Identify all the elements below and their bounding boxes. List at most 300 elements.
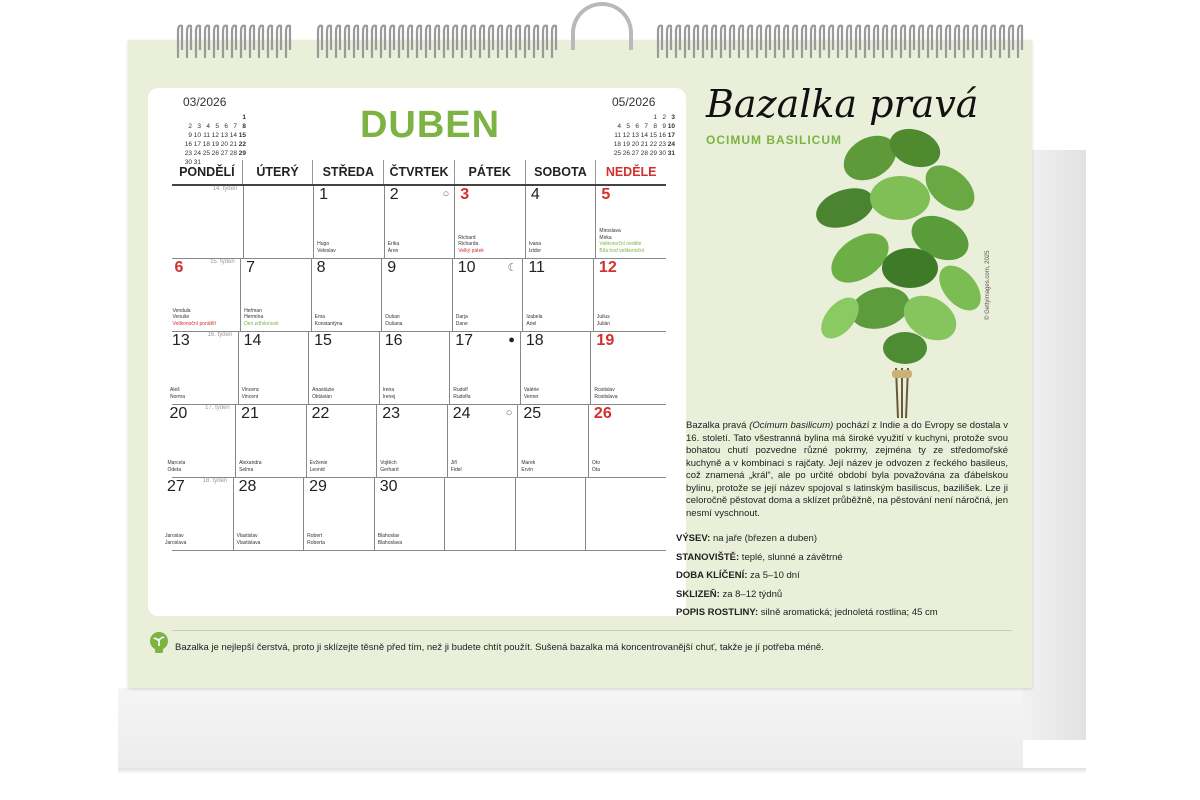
name-day: Rudolfa [453, 393, 471, 400]
mini-day: 8 [242, 123, 246, 130]
week-number: 18. týden [202, 478, 228, 484]
day-cell[interactable] [165, 405, 236, 477]
spiral-ring [408, 26, 412, 58]
mini-week-row [183, 131, 246, 140]
mini-day [612, 113, 621, 122]
spiral-ring [507, 26, 511, 58]
day-cell[interactable] [313, 186, 385, 258]
month-title: DUBEN [359, 104, 501, 146]
spiral-ring [381, 26, 385, 58]
spiral-ring [694, 26, 698, 58]
day-number: 30 [379, 478, 398, 495]
spiral-ring [363, 26, 367, 58]
day-number: 24 [452, 405, 471, 422]
name-day: Ariel [526, 320, 537, 327]
lightbulb-sprout-icon [146, 630, 172, 656]
day-cell[interactable] [240, 259, 312, 331]
day-cell[interactable] [444, 478, 516, 550]
mini-day: 16 [184, 141, 192, 148]
fact-label: STANOVIŠTĚ: [676, 551, 740, 563]
name-days [599, 228, 644, 254]
name-days [315, 314, 343, 327]
weekday-5: SOBOTA [525, 160, 596, 184]
day-cell[interactable] [162, 478, 233, 550]
name-day: Blahoslava [377, 539, 403, 546]
week-row [167, 405, 666, 478]
weekday-1: ÚTERÝ [242, 160, 313, 184]
name-day: Jiří [450, 460, 458, 466]
spiral-ring [277, 26, 281, 58]
week-number: 14. týden [212, 186, 238, 192]
day-cell[interactable] [170, 259, 241, 331]
name-day: Irenej [382, 393, 396, 400]
name-day: Darja [455, 314, 468, 320]
calendar-stand-front [118, 688, 1023, 770]
name-day: Norma [170, 393, 186, 400]
mini-day: 7 [644, 123, 648, 130]
mini-day: 20 [220, 141, 228, 148]
day-cell[interactable] [311, 259, 383, 331]
day-number: 6 [174, 259, 184, 276]
name-day: Fidel [450, 466, 462, 473]
mini-calendar-prev [183, 95, 246, 167]
name-day: Oto [591, 460, 600, 466]
weekday-2: STŘEDA [312, 160, 383, 184]
day-cell[interactable] [167, 332, 238, 404]
spiral-ring [937, 26, 941, 58]
holiday-label: Velikonoční pondělí [172, 320, 216, 327]
mini-day: 23 [184, 150, 192, 157]
spiral-ring [766, 26, 770, 58]
weekday-6: NEDĚLE [595, 160, 666, 184]
mini-day: 30 [658, 150, 666, 157]
observance-label: Den zdřslonosti [244, 320, 279, 327]
day-cell[interactable] [454, 186, 526, 258]
spiral-ring [946, 26, 950, 58]
spiral-ring [685, 26, 689, 58]
mini-day: 13 [220, 132, 228, 139]
mini-calendar-next [612, 95, 675, 158]
name-days [451, 460, 462, 473]
spiral-ring [187, 26, 191, 58]
mini-day: 25 [613, 150, 621, 157]
mini-day: 27 [631, 150, 639, 157]
day-cell[interactable] [238, 332, 310, 404]
mini-day [621, 113, 630, 122]
mini-day [210, 113, 219, 122]
name-day: Vincent [241, 393, 259, 400]
spiral-ring [739, 26, 743, 58]
day-cell[interactable] [593, 259, 665, 331]
fact-row [676, 567, 1016, 586]
name-day: Hugo [317, 241, 330, 247]
day-cell[interactable] [452, 259, 524, 331]
name-days [380, 460, 398, 473]
name-day: Marcela [167, 460, 186, 466]
name-days [521, 460, 535, 473]
name-day: Heřman [244, 307, 262, 314]
name-day: Julius [596, 314, 610, 320]
name-days [456, 314, 468, 327]
name-days [310, 460, 328, 473]
fact-label: VÝSEV: [676, 533, 711, 544]
moon-phase-icon: ○ [505, 407, 513, 419]
day-cell[interactable] [303, 478, 375, 550]
day-number: 9 [387, 259, 397, 276]
mini-week-row [183, 122, 246, 131]
spiral-ring [964, 26, 968, 58]
mini-day [228, 113, 237, 122]
mini-day: 9 [188, 132, 192, 139]
mini-day: 29 [649, 150, 657, 157]
mini-day: 9 [662, 123, 666, 130]
name-days [383, 387, 396, 400]
day-number: 16 [384, 332, 403, 349]
name-day: Hermína [244, 314, 264, 320]
day-cell[interactable] [515, 478, 587, 550]
name-day: Anastázie [312, 387, 335, 393]
name-day: Blahoslav [377, 533, 400, 539]
spiral-ring [516, 26, 520, 58]
day-number: 7 [246, 259, 255, 276]
day-cell[interactable] [379, 332, 451, 404]
name-day: Alexandra [239, 460, 262, 466]
spiral-ring [318, 26, 322, 58]
name-day: Valérie [523, 387, 540, 393]
week-row [172, 259, 666, 332]
plant-latin-name: OCIMUM BASILICUM [706, 133, 842, 147]
description-start: Bazalka pravá [686, 420, 750, 431]
name-day: Robert [307, 533, 323, 539]
mini-next-rows [612, 113, 675, 158]
fact-value: teplé, slunné a závětrné [739, 551, 843, 563]
weekday-3: ČTVRTEK [383, 160, 454, 184]
spiral-ring [784, 26, 788, 58]
mini-day: 21 [229, 141, 237, 148]
day-cell[interactable] [376, 405, 448, 477]
day-number: 4 [530, 186, 540, 203]
mini-day [201, 113, 210, 122]
description-rest: pochází z Indie a do Evropy se dostala v 16. století. Tato všestranná bylina má široké využití v kuchyni, protože svou bohatou chutí pozvedne různé pokrmy, zejména ty ze středomořské kuchyně a v kombinaci s rajčaty. Její název je odvozen z řeckého basileus, což znamená „král“, ale po určité období byla považována za ďábelskou bylinu, protože se její název spojoval s latinským basiliscus, baziliš̌ek. Lze ji celoročně pěstovat doma a sklízet průběžně, na pěstování není náročná, jen nesmí vyschnout. [686, 420, 1008, 519]
spiral-ring [865, 26, 869, 58]
day-number: 25 [523, 405, 542, 422]
spiral-ring [982, 26, 986, 58]
mini-day: 20 [631, 141, 639, 148]
day-cell[interactable] [233, 478, 305, 550]
mini-week-row [183, 149, 246, 158]
name-day: Áron [387, 247, 399, 254]
spiral-ring [435, 26, 439, 58]
hanging-loop [571, 2, 633, 50]
name-days [388, 241, 399, 254]
day-cell[interactable] [384, 186, 456, 258]
mini-day [192, 113, 201, 122]
name-day: Izidor [528, 247, 542, 254]
spiral-ring [205, 26, 209, 58]
holiday-label: Velký pátek [458, 247, 484, 254]
day-cell[interactable] [522, 259, 594, 331]
mini-week-row [612, 122, 675, 131]
mini-day: 18 [613, 141, 621, 148]
name-day: Rostislava [594, 393, 618, 400]
day-cell[interactable] [525, 186, 597, 258]
mini-day: 3 [197, 123, 201, 130]
week-row [172, 186, 666, 259]
spiral-ring [910, 26, 914, 58]
spiral-ring [847, 26, 851, 58]
name-days [165, 533, 186, 546]
mini-day: 6 [224, 123, 228, 130]
spiral-ring [874, 26, 878, 58]
mini-week-row [612, 113, 675, 122]
mini-day: 29 [238, 150, 246, 157]
spiral-ring [489, 26, 493, 58]
spiral-ring [327, 26, 331, 58]
name-days [244, 308, 278, 328]
day-cell[interactable] [235, 405, 307, 477]
name-days [378, 533, 402, 546]
mini-day: 17 [193, 141, 201, 148]
name-day: Rudolf [453, 387, 468, 393]
day-cell[interactable] [447, 405, 519, 477]
day-number: 23 [382, 405, 400, 422]
day-cell[interactable] [172, 186, 243, 258]
spiral-ring [196, 26, 200, 58]
mini-day: 10 [667, 123, 675, 130]
name-day: Vlastislav [236, 533, 258, 539]
name-day: Jaroslav [165, 533, 184, 539]
name-day: Vlastislava [236, 539, 261, 546]
name-days [453, 387, 470, 400]
mini-day: 15 [238, 132, 246, 139]
mini-day: 6 [635, 123, 639, 130]
plant-title: Bazalka pravá [706, 82, 979, 126]
mini-day [219, 113, 228, 122]
basil-illustration [810, 118, 990, 418]
day-number: 27 [167, 478, 185, 495]
day-cell[interactable] [520, 332, 592, 404]
mini-day: 10 [193, 132, 201, 139]
mini-day: 5 [215, 123, 219, 130]
spiral-ring [811, 26, 815, 58]
spiral-ring [730, 26, 734, 58]
mini-week-row [612, 140, 675, 149]
spiral-ring [417, 26, 421, 58]
day-number: 12 [598, 259, 617, 276]
spiral-ring [883, 26, 887, 58]
day-cell[interactable] [517, 405, 589, 477]
name-days [242, 387, 260, 400]
mini-day: 16 [658, 132, 666, 139]
name-days [594, 387, 617, 400]
fact-row [676, 604, 1016, 623]
mini-day: 28 [229, 150, 237, 157]
spiral-ring [703, 26, 707, 58]
day-number: 18 [525, 332, 544, 349]
name-days [312, 387, 334, 400]
name-day: Selma [239, 466, 254, 473]
name-day: Jaroslava [165, 539, 187, 546]
mini-day: 2 [662, 114, 666, 121]
spiral-ring [453, 26, 457, 58]
mini-day: 4 [206, 123, 210, 130]
mini-day: 3 [671, 114, 675, 121]
day-number: 8 [316, 259, 326, 276]
spiral-ring [820, 26, 824, 58]
spiral-ring [241, 26, 245, 58]
day-number: 20 [169, 405, 188, 422]
fact-value: za 5–10 dní [747, 570, 800, 581]
name-day: Miroslava [599, 228, 621, 234]
spiral-ring [552, 26, 556, 58]
day-cell[interactable] [449, 332, 521, 404]
mini-day: 15 [649, 132, 657, 139]
day-number: 21 [241, 405, 259, 422]
spiral-ring [232, 26, 236, 58]
fact-row [676, 530, 1016, 549]
name-day: Dušana [385, 320, 403, 327]
day-cell[interactable] [308, 332, 380, 404]
spiral-ring [793, 26, 797, 58]
name-day: Rostislav [594, 387, 615, 393]
spiral-ring [991, 26, 995, 58]
mini-day: 24 [193, 150, 201, 157]
day-cell[interactable] [590, 332, 662, 404]
spiral-ring [676, 26, 680, 58]
name-day: Marek [521, 460, 536, 466]
name-day: Evženie [309, 460, 328, 466]
mini-day: 5 [626, 123, 630, 130]
name-day: Veleslav [317, 247, 336, 254]
mini-day: 23 [658, 141, 666, 148]
mini-day: 4 [617, 123, 621, 130]
mini-day: 17 [667, 132, 675, 139]
mini-day: 18 [202, 141, 210, 148]
day-number: 5 [601, 186, 611, 203]
spiral-ring [712, 26, 716, 58]
name-day: Ervín [521, 466, 534, 473]
day-number: 13 [172, 332, 190, 349]
fact-value: za 8–12 týdnů [719, 588, 783, 600]
name-days [317, 241, 336, 254]
mini-prev-rows [183, 113, 246, 167]
stand-shadow [118, 768, 1086, 774]
day-number: 2 [389, 186, 399, 203]
spiral-ring [399, 26, 403, 58]
spiral-ring [345, 26, 349, 58]
spiral-ring [1009, 26, 1013, 58]
day-cell[interactable] [374, 478, 446, 550]
day-cell[interactable] [243, 186, 315, 258]
spiral-ring [748, 26, 752, 58]
name-day: Erika [387, 241, 400, 247]
name-days [529, 241, 541, 254]
mini-day: 27 [220, 150, 228, 157]
fact-value: silně aromatická; jednoletá rostlina; 45 cm [758, 607, 938, 618]
day-cell[interactable] [306, 405, 378, 477]
spiral-ring [286, 26, 290, 58]
spiral-ring [1018, 26, 1022, 58]
name-days [524, 387, 539, 400]
fact-label: POPIS ROSTLINY: [676, 607, 759, 618]
spiral-ring [543, 26, 547, 58]
moon-phase-icon: ☾ [507, 262, 518, 274]
spiral-ring [268, 26, 272, 58]
name-day: Konstantýna [314, 320, 343, 327]
name-day: Mirka [599, 234, 612, 241]
image-credit: © Gettyimages.com, 2025 [985, 250, 991, 320]
name-day: Ema [314, 314, 325, 320]
mini-day: 22 [649, 141, 657, 148]
spiral-ring [838, 26, 842, 58]
name-day: Richard [458, 234, 476, 241]
mini-day: 31 [193, 159, 201, 166]
day-cell[interactable] [595, 186, 667, 258]
day-number: 1 [319, 186, 329, 203]
day-number: 28 [238, 478, 257, 495]
day-cell[interactable] [585, 478, 657, 550]
name-day: Dušan [385, 314, 400, 320]
mini-prev-title: 03/2026 [183, 95, 227, 109]
name-days [307, 533, 325, 546]
mini-week-row [612, 131, 675, 140]
name-days [168, 460, 186, 473]
plant-description [686, 420, 1008, 520]
mini-day: 31 [667, 150, 675, 157]
day-cell[interactable] [588, 405, 660, 477]
day-number: 15 [314, 332, 332, 349]
name-day: Leonid [309, 466, 325, 473]
name-days [592, 460, 600, 473]
name-day: Vendula [172, 307, 191, 314]
spiral-ring [372, 26, 376, 58]
name-day: Izabela [526, 314, 543, 320]
mini-day: 14 [229, 132, 237, 139]
spiral-ring [1000, 26, 1004, 58]
name-days [597, 314, 610, 327]
week-row [172, 332, 666, 405]
day-cell[interactable] [381, 259, 453, 331]
spiral-ring [214, 26, 218, 58]
mini-day: 28 [640, 150, 648, 157]
spiral-ring [534, 26, 538, 58]
fact-value: na jaře (březen a duben) [710, 533, 818, 544]
name-day: Ivana [528, 241, 542, 247]
mini-day: 2 [188, 123, 192, 130]
spiral-ring [919, 26, 923, 58]
tip-text: Bazalka je nejlepší čerstvá, proto ji sklízejte těsně před tím, než ji budete chtít použít. Sušená bazalka má koncentrovanější chuť, takže je jí potřeba méně. [175, 642, 824, 653]
spiral-ring [667, 26, 671, 58]
spiral-ring [498, 26, 502, 58]
spiral-ring [480, 26, 484, 58]
name-day: Vojtěch [380, 460, 397, 466]
day-number: 14 [243, 332, 262, 349]
name-day: Julián [596, 320, 610, 327]
spiral-ring [426, 26, 430, 58]
day-number: 17 [455, 332, 474, 349]
spiral-ring [721, 26, 725, 58]
mini-day: 12 [211, 132, 219, 139]
day-number: 11 [528, 259, 545, 276]
spiral-ring [973, 26, 977, 58]
name-day: Venuše [172, 314, 190, 320]
fact-row [676, 549, 1016, 568]
spiral-ring [856, 26, 860, 58]
spiral-ring [259, 26, 263, 58]
mini-week-row [183, 113, 246, 122]
name-days [526, 314, 542, 327]
spiral-ring [471, 26, 475, 58]
